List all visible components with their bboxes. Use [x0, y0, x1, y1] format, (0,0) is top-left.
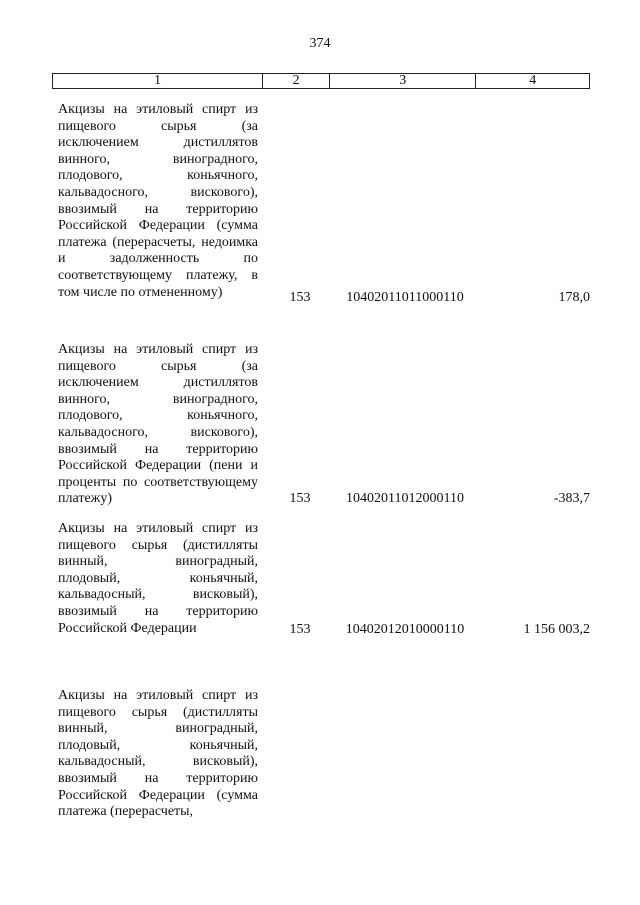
row-4-description: Акцизы на этиловый спирт из пищевого сырья (дистилляты винный, виноградный, плодовый, коньячный, кальвадосный, висковый), ввозимый на территорию Российской Федерации (сумма платежа (перерасчеты, [58, 688, 258, 820]
header-col-4: 4 [529, 73, 537, 88]
header-col-1: 1 [53, 74, 263, 88]
row-3-kbk: 10402012010000110 [345, 622, 465, 637]
row-1-code: 153 [289, 290, 311, 305]
table-header [52, 73, 590, 89]
page-number: 374 [309, 36, 331, 51]
row-1-amount: 178,0 [558, 290, 590, 305]
row-1-description: Акцизы на этиловый спирт из пищевого сырья (за исключением дистиллятов винного, виноградного, плодового, коньячного, кальвадосного, вискового), ввозимый на территорию Российской Федерации (сумма платежа (перерасчеты, недоимка и задолженность по соответствующему платежу, в том числе по отмененному) [58, 102, 258, 300]
row-2-kbk: 10402011012000110 [346, 491, 464, 506]
row-2-description: Акцизы на этиловый спирт из пищевого сырья (за исключением дистиллятов винного, виноградного, плодового, коньячного, кальвадосного, вискового), ввозимый на территорию Российской Федерации (пени и проценты по соответствующему платежу) [58, 342, 258, 507]
header-col-3: 3 [330, 74, 476, 88]
header-col-2: 2 [263, 74, 330, 88]
row-1-kbk: 10402011011000110 [346, 290, 464, 305]
row-3-amount: 1 156 003,2 [523, 622, 590, 637]
row-3-code: 153 [289, 622, 311, 637]
row-2-code: 153 [289, 491, 311, 506]
row-3-description: Акцизы на этиловый спирт из пищевого сырья (дистилляты винный, виноградный, плодовый, коньячный, кальвадосный, висковый), ввозимый на территорию Российской Федерации [58, 521, 258, 636]
row-2-amount: -383,7 [553, 491, 590, 506]
